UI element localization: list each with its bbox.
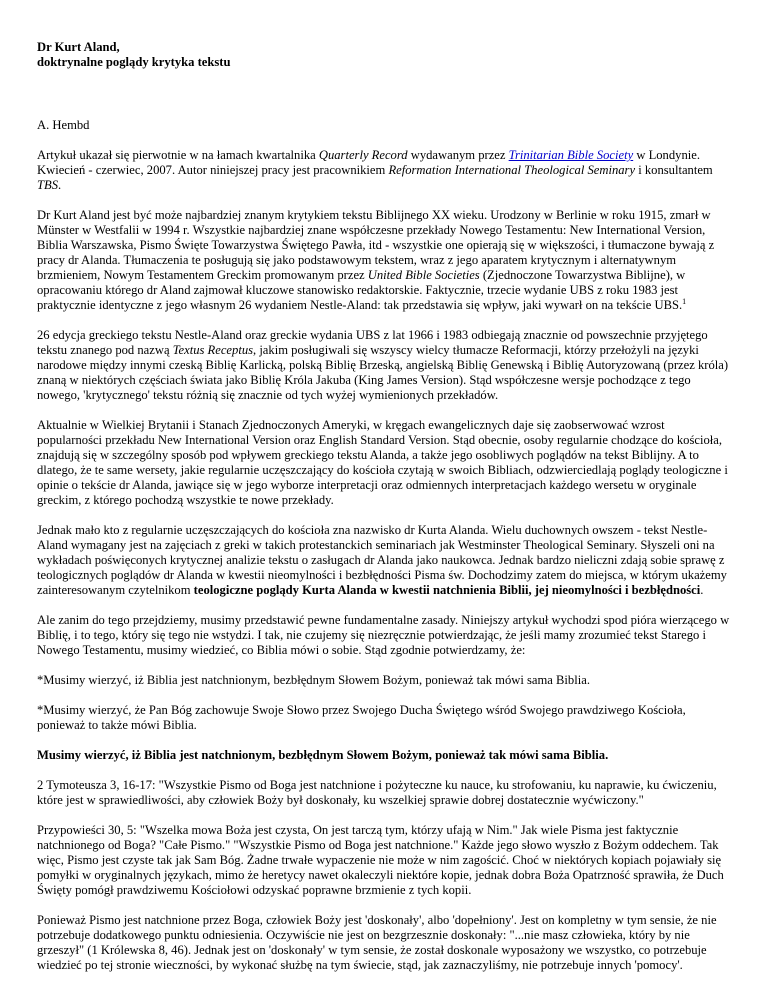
text-span: wydawanym przez [407, 148, 509, 162]
text-span: brzmieniem, Nowym Testamentem Greckim promowanym przez [37, 268, 368, 282]
text-line: Przypowieści 30, 5: "Wszelka mowa Boża jest czysta, On jest tarczą tym, którzy ufają w Nim." Jak wiele Pisma jest faktycznie [37, 823, 679, 837]
text-line: Aktualnie w Wielkiej Brytanii i Stanach Zjednoczonych Ameryki, w kręgach ewangelicznych daje się zaobserwować wzrost [37, 418, 665, 432]
tbs-abbreviation: TBS [37, 178, 58, 192]
text-span: tekstu znanego pod nazwą [37, 343, 173, 357]
text-line: znajdują się w szczególny sposób pod wpływem greckiego tekstu Alanda, a także jego osobliwych poglądów na tekst Biblijny. A to [37, 448, 699, 462]
text-line: Święty pomógł prawdziwemu Kościołowi odzyskać poprawne brzmienie z tych kopii. [37, 883, 472, 897]
journal-name: Quarterly Record [318, 148, 408, 162]
text-line: wykładach poświęconych krytycznej analizie tekstu o zasługach dr Alanda jako naukowca. Jednak bardzo nieliczni zdają sobie sprawę z [37, 553, 725, 567]
text-line: teologicznych poglądów dr Alanda w kwestii nieomylności i bezbłędności Pisma św. Dochodzimy zatem do miejsca, w którym ukażemy [37, 568, 727, 582]
text-span: (Zjednoczone Towarzystwa Biblijne), w [479, 268, 686, 282]
text-line: Biblia Warszawska, Pismo Święte Towarzystwa Świętego Pawła, itd - wszystkie one opierają się w większości, i tłumaczone bywają z [37, 238, 715, 252]
text-line: znaną w niektórych częściach świata jako Biblię Króla Jakuba (King James Version). Stąd współczesne wersje pochodzące z tego [37, 373, 691, 387]
ubs-name: United Bible Societies [367, 268, 480, 282]
bold-thesis: teologiczne poglądy Kurta Alanda w kwestii natchnienia Biblii, jej nieomylności i bezbłędności [193, 583, 701, 597]
section-heading-text: Musimy wierzyć, iż Biblia jest natchnionym, bezbłędnym Słowem Bożym, ponieważ tak mówi sama Biblia. [37, 748, 609, 762]
paragraph-publication-note [37, 148, 738, 193]
text-line: pracy dr Alanda. Tłumaczenia te posługują się jako podstawowym tekstem, wraz z jego aparatem krytycznym i alternatywnym [37, 253, 677, 267]
author-name: A. Hembd [37, 118, 90, 132]
document-title [37, 40, 737, 70]
text-span: . [58, 178, 62, 192]
text-line: narodowe między innymi czeską Biblię Karlicką, polską Biblię Brzeską, angielską Biblię Genewską i Biblię Autoryzowaną (przez króla) [37, 358, 729, 372]
text-span: Artykuł ukazał się pierwotnie w na łamach kwartalnika [37, 148, 319, 162]
text-line: które jest w sprawiedliwości, aby człowiek Boży był doskonały, ku wszelkiej sprawie dobrej dostatecznie wyćwiczony." [37, 793, 644, 807]
text-line: wiedzieć po tej stronie wieczności, by wykonać służbę na tym świecie, stąd, jak zaznaczyliśmy, nie potrzebuje innych 'pomocy'. [37, 958, 683, 972]
paragraph-2-timothy [37, 778, 738, 808]
text-span: , jakim posługiwali się wszyscy wielcy tłumacze Reformacji, którzy przełożyli na języki [253, 343, 699, 357]
trinitarian-bible-society-link[interactable]: Trinitarian Bible Society [508, 148, 634, 162]
text-line: Ponieważ Pismo jest natchnione przez Boga, człowiek Boży jest 'doskonały', albo 'dopełniony'. Jest on kompletny w tym sensie, że nie [37, 913, 717, 927]
paragraph-theological-views [37, 523, 738, 598]
text-line: Biblię, i to tego, który się tego nie wstydzi. I tak, nie czujemy się niezręcznie potwierdzając, że jeśli mamy zrozumieć tekst Starego i [37, 628, 706, 642]
text-line: potrzebuje dodatkowego punktu odniesienia. Oczywiście nie jest on bezgrzesznie doskonały: "...nie masz człowieka, który by nie [37, 928, 690, 942]
text-line: Jednak mało kto z regularnie uczęszczających do kościoła zna nazwisko dr Kurta Alanda. Wielu duchownych owszem - tekst Nestle- [37, 523, 708, 537]
paragraph-textus-receptus [37, 328, 738, 403]
paragraph-aland-intro [37, 208, 738, 313]
text-line: *Musimy wierzyć, że Pan Bóg zachowuje Swoje Słowo przez Swojego Ducha Świętego wśród Swojego prawdziwego Kościoła, [37, 703, 686, 717]
title-line-2: doktrynalne poglądy krytyka tekstu [37, 55, 231, 69]
text-line: Aland wymagany jest na zajęciach z greki w takich protestanckich seminariach jak Westminster Theological Seminary. Słyszeli oni na [37, 538, 715, 552]
text-line: Dr Kurt Aland jest być może najbardziej znanym krytykiem tekstu Biblijnego XX wieku. Urodzony w Berlinie w roku 1915, zmarł w [37, 208, 711, 222]
text-line: pomyłki w oryginalnych językach, mimo że heretycy nawet okaleczyli niektóre kopie, jednak dobra Boża Opatrzność sprawiła, że Duch [37, 868, 724, 882]
text-span: praktycznie identyczne z jego własnym 26 wydaniem Nestle-Aland: tak przedstawia się wpływ, jaki wywarł on na tekście UBS. [37, 298, 683, 312]
text-line: popularności przekładu New International Version oraz English Standard Version. Stąd obecnie, osoby regularnie chodzące do kościoła, [37, 433, 722, 447]
text-line: natchnionego od Boga? "Całe Pismo." "Wszystkie Pismo od Boga jest natchnione." Każde jego słowo wyszło z Bożym oddechem. Tak [37, 838, 719, 852]
text-line: greckim, z którego pochodzą wszystkie te nowe przekłady. [37, 493, 334, 507]
text-line: Ale zanim do tego przejdziemy, musimy przedstawić pewne fundamentalne zasady. Niniejszy artykuł wychodzi spod pióra wierzącego w [37, 613, 730, 627]
paragraph-principle-2 [37, 703, 738, 733]
text-line: ponieważ to także mówi Biblia. [37, 718, 197, 732]
text-span: . [700, 583, 704, 597]
paragraph-perfect-man [37, 913, 738, 973]
textus-receptus-term: Textus Receptus [172, 343, 254, 357]
text-line: Münster w Westfalii w 1994 r. Wszystkie najbardziej znane współczesne przekłady Nowego Testamentu: New International Version, [37, 223, 706, 237]
paragraph-modern-versions [37, 418, 738, 508]
text-line: *Musimy wierzyć, iż Biblia jest natchnionym, bezbłędnym Słowem Bożym, ponieważ tak mówi sama Biblia. [37, 673, 590, 687]
paragraph-principle-1 [37, 673, 738, 688]
text-line: dlatego, że te same wersety, jakie regularnie uczęszczający do kościoła czytają w swoich Bibliach, odzwierciedlają poglądy teologiczne i [37, 463, 728, 477]
title-line-1: Dr Kurt Aland, [37, 40, 120, 54]
footnote-marker[interactable]: 1 [682, 296, 687, 306]
paragraph-fundamental-principles [37, 613, 738, 658]
article-body [37, 148, 738, 988]
text-span: w Londynie. [633, 148, 700, 162]
section-heading [37, 748, 738, 763]
paragraph-proverbs [37, 823, 738, 898]
text-line: nowego, 'krytycznego' tekstu różnią się znacznie od tych wyżej wymienionych przekładów. [37, 388, 499, 402]
text-line: Nowego Testamentu, musimy wiedzieć, co Biblia mówi o sobie. Stąd zgodnie potwierdzamy, że: [37, 643, 526, 657]
text-line: grzeszył" (1 Królewska 8, 46). Jednak jest on 'doskonały' w tym sensie, że został doskonale wyposażony we wszystko, co potrzebuje [37, 943, 707, 957]
text-span: i konsultantem [635, 163, 713, 177]
text-line: więc, Pismo jest czyste tak jak Sam Bóg. Żadne trwałe wypaczenie nie może w nim zagościć. Choć w niektórych kopiach pojawiały się [37, 853, 722, 867]
text-line: 26 edycja greckiego tekstu Nestle-Aland oraz greckie wydania UBS z lat 1966 i 1983 odbiegają znacznie od powszechnie przyjętego [37, 328, 708, 342]
text-line: 2 Tymoteusza 3, 16-17: "Wszystkie Pismo od Boga jest natchnione i pożyteczne ku nauce, ku strofowaniu, ku naprawie, ku ćwiczeniu, [37, 778, 717, 792]
text-span: Kwiecień - czerwiec, 2007. Autor niniejszej pracy jest pracownikiem [37, 163, 389, 177]
seminary-name: Reformation International Theological Seminary [388, 163, 636, 177]
text-line: opracowaniu którego dr Aland zajmował kluczowe stanowisko redaktorskie. Faktycznie, trzecie wydanie UBS z roku 1983 jest [37, 283, 679, 297]
text-line: opinie o tekście dr Alanda, jawiące się w jego wyborze interpretacji oraz odmiennych interpretacjach każdego wersetu w oryginale [37, 478, 697, 492]
text-span: zainteresowanym czytelnikom [37, 583, 194, 597]
